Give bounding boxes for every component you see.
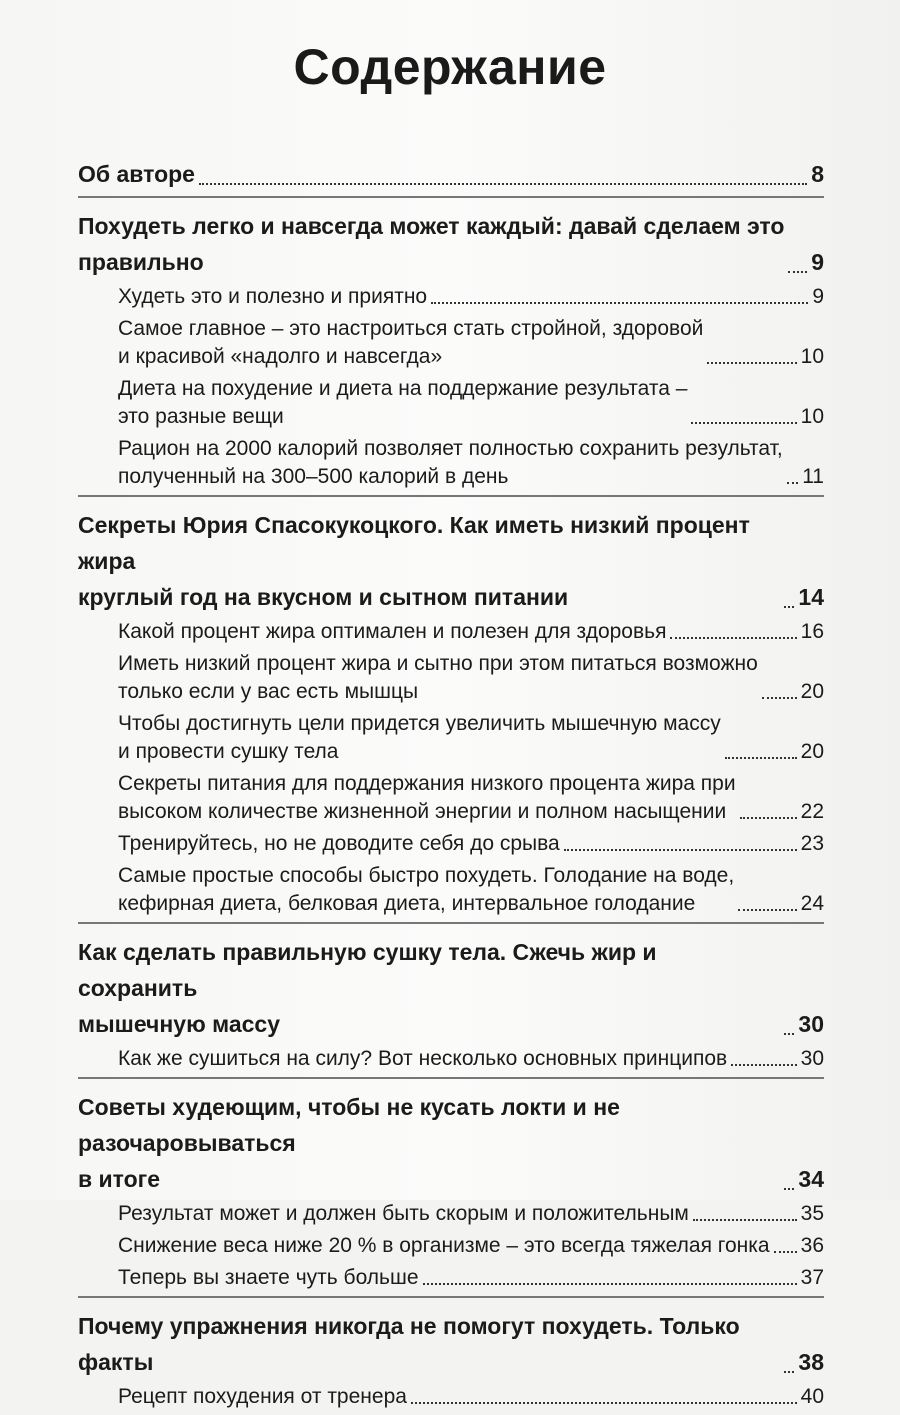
dot-leader [774, 1251, 797, 1253]
toc-entry-text: Тренируйтесь, но не доводите себя до срыва [118, 832, 560, 855]
toc-section-exercises[interactable] [78, 1308, 824, 1380]
toc-subentry[interactable] [78, 1232, 824, 1260]
toc-page-number: 34 [798, 1166, 824, 1192]
toc-subentry[interactable] [78, 862, 824, 918]
toc-page-number: 40 [800, 1385, 824, 1408]
toc-subentry[interactable] [78, 650, 824, 706]
dot-leader [691, 422, 796, 424]
dot-leader [788, 271, 807, 273]
toc-entry-text: Диета на похудение и диета на поддержание результата – это разные вещи [118, 377, 688, 428]
toc-page-number: 8 [811, 161, 824, 187]
dot-leader [787, 482, 798, 484]
toc-entry-text: Об авторе [78, 161, 195, 187]
toc-page-number: 22 [800, 800, 824, 823]
dot-leader [725, 757, 797, 759]
toc-entry-text: Секреты Юрия Спасокукоцкого. Как иметь низкий процент жира круглый год на вкусном и сытном питании [78, 512, 750, 610]
toc-subentry[interactable] [78, 435, 824, 491]
toc-page-number: 30 [798, 1011, 824, 1037]
toc-entry-text: Как сделать правильную сушку тела. Сжечь жир и сохранить мышечную массу [78, 939, 657, 1037]
toc-entry-text: Результат может и должен быть скорым и положительным [118, 1202, 689, 1225]
dot-leader [423, 1283, 797, 1285]
dot-leader [784, 606, 794, 608]
toc-subentry[interactable] [78, 618, 824, 646]
dot-leader [431, 302, 808, 304]
toc-page-number: 10 [800, 345, 824, 368]
toc-entry-text: Снижение веса ниже 20 % в организме – это всегда тяжелая гонка [118, 1234, 770, 1257]
dot-leader [564, 849, 797, 851]
dot-leader [693, 1219, 797, 1221]
dot-leader [731, 1064, 796, 1066]
toc-page-number: 23 [800, 832, 824, 855]
toc-subentry[interactable] [78, 315, 824, 371]
toc-page-number: 20 [800, 740, 824, 763]
toc-entry-text: Похудеть легко и навсегда может каждый: давай сделаем это правильно [78, 213, 785, 275]
section-divider [78, 1296, 824, 1298]
toc-page-number: 20 [800, 680, 824, 703]
toc-page-number: 16 [800, 620, 824, 643]
toc-subentry[interactable] [78, 375, 824, 431]
dot-leader [740, 817, 797, 819]
toc-entry-text: Иметь низкий процент жира и сытно при этом питаться возможно только если у вас есть мышцы [118, 652, 758, 703]
section-divider [78, 922, 824, 924]
page-title: Содержание [293, 39, 607, 95]
toc-page-number: 9 [811, 249, 824, 275]
toc-entry-text: Секреты питания для поддержания низкого процента жира при высоком количестве жизненной энергии и полном насыщении [118, 772, 736, 823]
toc-entry-text: Худеть это и полезно и приятно [118, 285, 428, 308]
toc-section-about-author[interactable] [78, 156, 824, 192]
dot-leader [784, 1033, 794, 1035]
toc-page-number: 10 [800, 405, 824, 428]
toc-subentry[interactable] [78, 770, 824, 826]
section-divider [78, 1077, 824, 1079]
toc-entry-text: Советы худеющим, чтобы не кусать локти и не разочаровываться в итоге [78, 1094, 620, 1192]
toc-entry-text: Рецепт похудения от тренера [118, 1385, 407, 1408]
toc-subentry[interactable] [78, 283, 824, 311]
toc-page-number: 38 [798, 1349, 824, 1375]
dot-leader [784, 1188, 794, 1190]
toc-section-secrets[interactable] [78, 507, 824, 615]
toc-section-lose-weight[interactable] [78, 208, 824, 280]
toc-page-number: 35 [800, 1202, 824, 1225]
dot-leader [707, 362, 796, 364]
dot-leader [670, 637, 796, 639]
toc-subentry[interactable] [78, 1045, 824, 1073]
toc-entry-text: Как же сушиться на силу? Вот несколько основных принципов [118, 1047, 728, 1070]
section-divider [78, 495, 824, 497]
toc-page-number: 11 [802, 465, 824, 488]
toc-entry-text: Рацион на 2000 калорий позволяет полностью сохранить результат, полученный на 300–500 калорий в день [118, 437, 783, 488]
toc-section-advice[interactable] [78, 1089, 824, 1197]
section-divider [78, 196, 824, 198]
toc-entry-text: Почему упражнения никогда не помогут похудеть. Только факты [78, 1313, 740, 1375]
toc-subentry[interactable] [78, 1383, 824, 1411]
toc-entry-text: Чтобы достигнуть цели придется увеличить мышечную массу и провести сушку тела [118, 712, 721, 763]
toc-section-drying[interactable] [78, 934, 824, 1042]
dot-leader [784, 1371, 794, 1373]
toc-entry-text: Самое главное – это настроиться стать стройной, здоровой и красивой «надолго и навсегда» [118, 317, 704, 368]
toc-page-number: 36 [800, 1234, 824, 1257]
dot-leader [762, 697, 797, 699]
toc-subentry[interactable] [78, 830, 824, 858]
toc-page-number: 24 [800, 892, 824, 915]
toc-subentry[interactable] [78, 1200, 824, 1228]
dot-leader [411, 1402, 797, 1404]
toc-page-number: 37 [800, 1266, 824, 1289]
toc-subentry[interactable] [78, 710, 824, 766]
toc-entry-text: Теперь вы знаете чуть больше [118, 1266, 419, 1289]
toc-entry-text: Какой процент жира оптимален и полезен для здоровья [118, 620, 667, 643]
dot-leader [199, 183, 807, 185]
toc-entry-text: Самые простые способы быстро похудеть. Голодание на воде, кефирная диета, белковая диета, интервальное голодание [118, 864, 735, 915]
toc-page-number: 14 [798, 584, 824, 610]
toc-page-number: 30 [800, 1047, 824, 1070]
toc-subentry[interactable] [78, 1264, 824, 1292]
dot-leader [738, 909, 796, 911]
table-of-contents [78, 146, 824, 1415]
toc-page-number: 9 [812, 285, 824, 308]
